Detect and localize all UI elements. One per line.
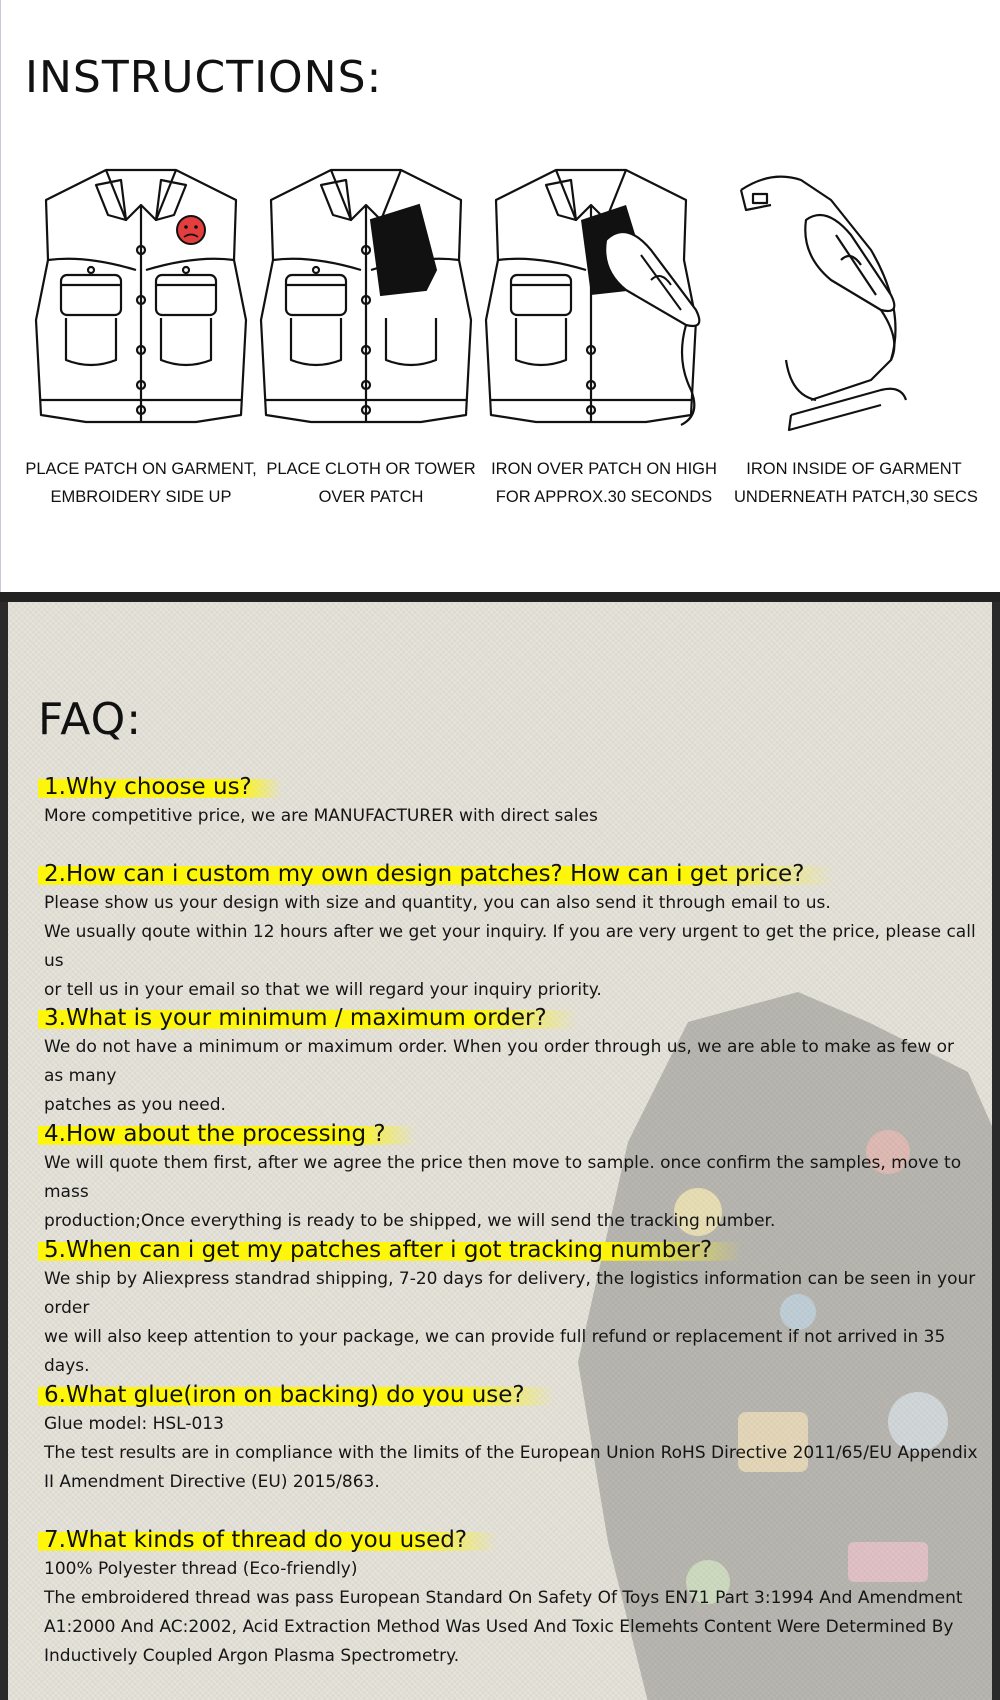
faq-answer-6 <box>44 1410 978 1497</box>
step-1-caption-line2: EMBROIDERY SIDE UP <box>50 488 232 506</box>
faq-item-3 <box>38 1005 978 1120</box>
faq-question-1: 1.Why choose us? <box>38 774 282 800</box>
step-2-illustration <box>251 160 481 440</box>
faq-answer-6-line-1: Glue model: HSL-013 <box>44 1414 224 1434</box>
faq-answer-4 <box>44 1149 978 1236</box>
step-2-caption <box>251 455 491 511</box>
faq-answer-5-line-2: order <box>44 1298 90 1318</box>
step-4-illustration <box>731 160 961 440</box>
faq-item-6 <box>38 1382 978 1497</box>
faq-question-4: 4.How about the processing ? <box>38 1121 416 1147</box>
step-1-caption <box>21 455 261 511</box>
faq-title: FAQ: <box>38 694 143 745</box>
faq-answer-3-line-2: patches as you need. <box>44 1095 226 1115</box>
step-1-illustration <box>26 160 256 440</box>
vest-with-patch-icon <box>26 160 256 440</box>
faq-question-5: 5.When can i get my patches after i got tracking number? <box>38 1237 742 1263</box>
faq-question-2: 2.How can i custom my own design patches? How can i get price? <box>38 861 834 887</box>
step-4-caption-line2: UNDERNEATH PATCH,30 SECS <box>734 488 978 506</box>
faq-item-4 <box>38 1121 978 1236</box>
faq-answer-2 <box>44 889 978 1005</box>
faq-answer-5 <box>44 1265 978 1381</box>
step-1-caption-line1: PLACE PATCH ON GARMENT, <box>25 460 257 478</box>
instructions-title: INSTRUCTIONS: <box>25 52 383 103</box>
faq-item-7 <box>38 1527 978 1671</box>
faq-answer-1-line-1: More competitive price, we are MANUFACTURER with direct sales <box>44 806 598 826</box>
faq-question-6: 6.What glue(iron on backing) do you use? <box>38 1382 555 1408</box>
faq-item-5 <box>38 1237 978 1381</box>
faq-answer-7-line-4: Inductively Coupled Argon Plasma Spectrometry. <box>44 1646 460 1666</box>
step-3-caption <box>484 455 724 511</box>
faq-answer-4-line-2: production;Once everything is ready to be shipped, we will send the tracking number. <box>44 1211 776 1231</box>
step-4-caption-line1: IRON INSIDE OF GARMENT <box>746 460 962 478</box>
faq-answer-7-line-2: The embroidered thread was pass European Standard On Safety Of Toys EN71 Part 3:1994 And Amendment <box>44 1588 963 1608</box>
faq-section <box>0 602 1000 1700</box>
faq-item-1 <box>38 774 978 831</box>
step-2-caption-line1: PLACE CLOTH OR TOWER <box>266 460 476 478</box>
step-2-caption-line2: OVER PATCH <box>318 488 424 506</box>
step-3-illustration <box>476 160 706 440</box>
faq-answer-7 <box>44 1555 978 1671</box>
faq-answer-2-line-2: We usually qoute within 12 hours after we get your inquiry. If you are very urgent to get the price, please call us <box>44 922 976 971</box>
faq-answer-7-line-1: 100% Polyester thread (Eco-friendly) <box>44 1559 358 1579</box>
faq-answer-7-line-3: A1:2000 And AC:2002, Acid Extraction Method Was Used And Toxic Elemehts Content Were Determined By <box>44 1617 954 1637</box>
faq-answer-1 <box>44 802 978 831</box>
faq-answer-3 <box>44 1033 978 1120</box>
faq-answer-2-line-3: or tell us in your email so that we will regard your inquiry priority. <box>44 980 602 1000</box>
faq-answer-2-line-1: Please show us your design with size and quantity, you can also send it through email to us. <box>44 893 831 913</box>
faq-question-3: 3.What is your minimum / maximum order? <box>38 1005 577 1031</box>
faq-item-2 <box>38 861 978 1005</box>
faq-answer-5-line-1: We ship by Aliexpress standrad shipping, 7-20 days for delivery, the logistics information can be seen in your <box>44 1269 976 1289</box>
iron-inside-garment-icon <box>731 160 961 440</box>
faq-answer-3-line-1: We do not have a minimum or maximum order. When you order through us, we are able to make as few or as many <box>44 1037 955 1086</box>
step-4-caption <box>734 455 978 511</box>
vest-with-cloth-icon <box>251 160 481 440</box>
instructions-section <box>0 0 1000 592</box>
faq-question-7: 7.What kinds of thread do you used? <box>38 1527 497 1553</box>
vest-with-iron-icon <box>476 160 706 440</box>
faq-answer-6-line-3: II Amendment Directive (EU) 2015/863. <box>44 1472 380 1492</box>
step-3-caption-line2: FOR APPROX.30 SECONDS <box>495 488 713 506</box>
faq-answer-6-line-2: The test results are in compliance with the limits of the European Union RoHS Directive 2011/65/EU Appendix <box>44 1443 978 1463</box>
faq-answer-5-line-3: we will also keep attention to your package, we can provide full refund or replacement if not arrived in 35 days. <box>44 1327 946 1376</box>
faq-answer-4-line-1: We will quote them first, after we agree the price then move to sample. once confirm the samples, move to mass <box>44 1153 962 1202</box>
step-3-caption-line1: IRON OVER PATCH ON HIGH <box>491 460 717 478</box>
section-divider <box>0 592 1000 602</box>
